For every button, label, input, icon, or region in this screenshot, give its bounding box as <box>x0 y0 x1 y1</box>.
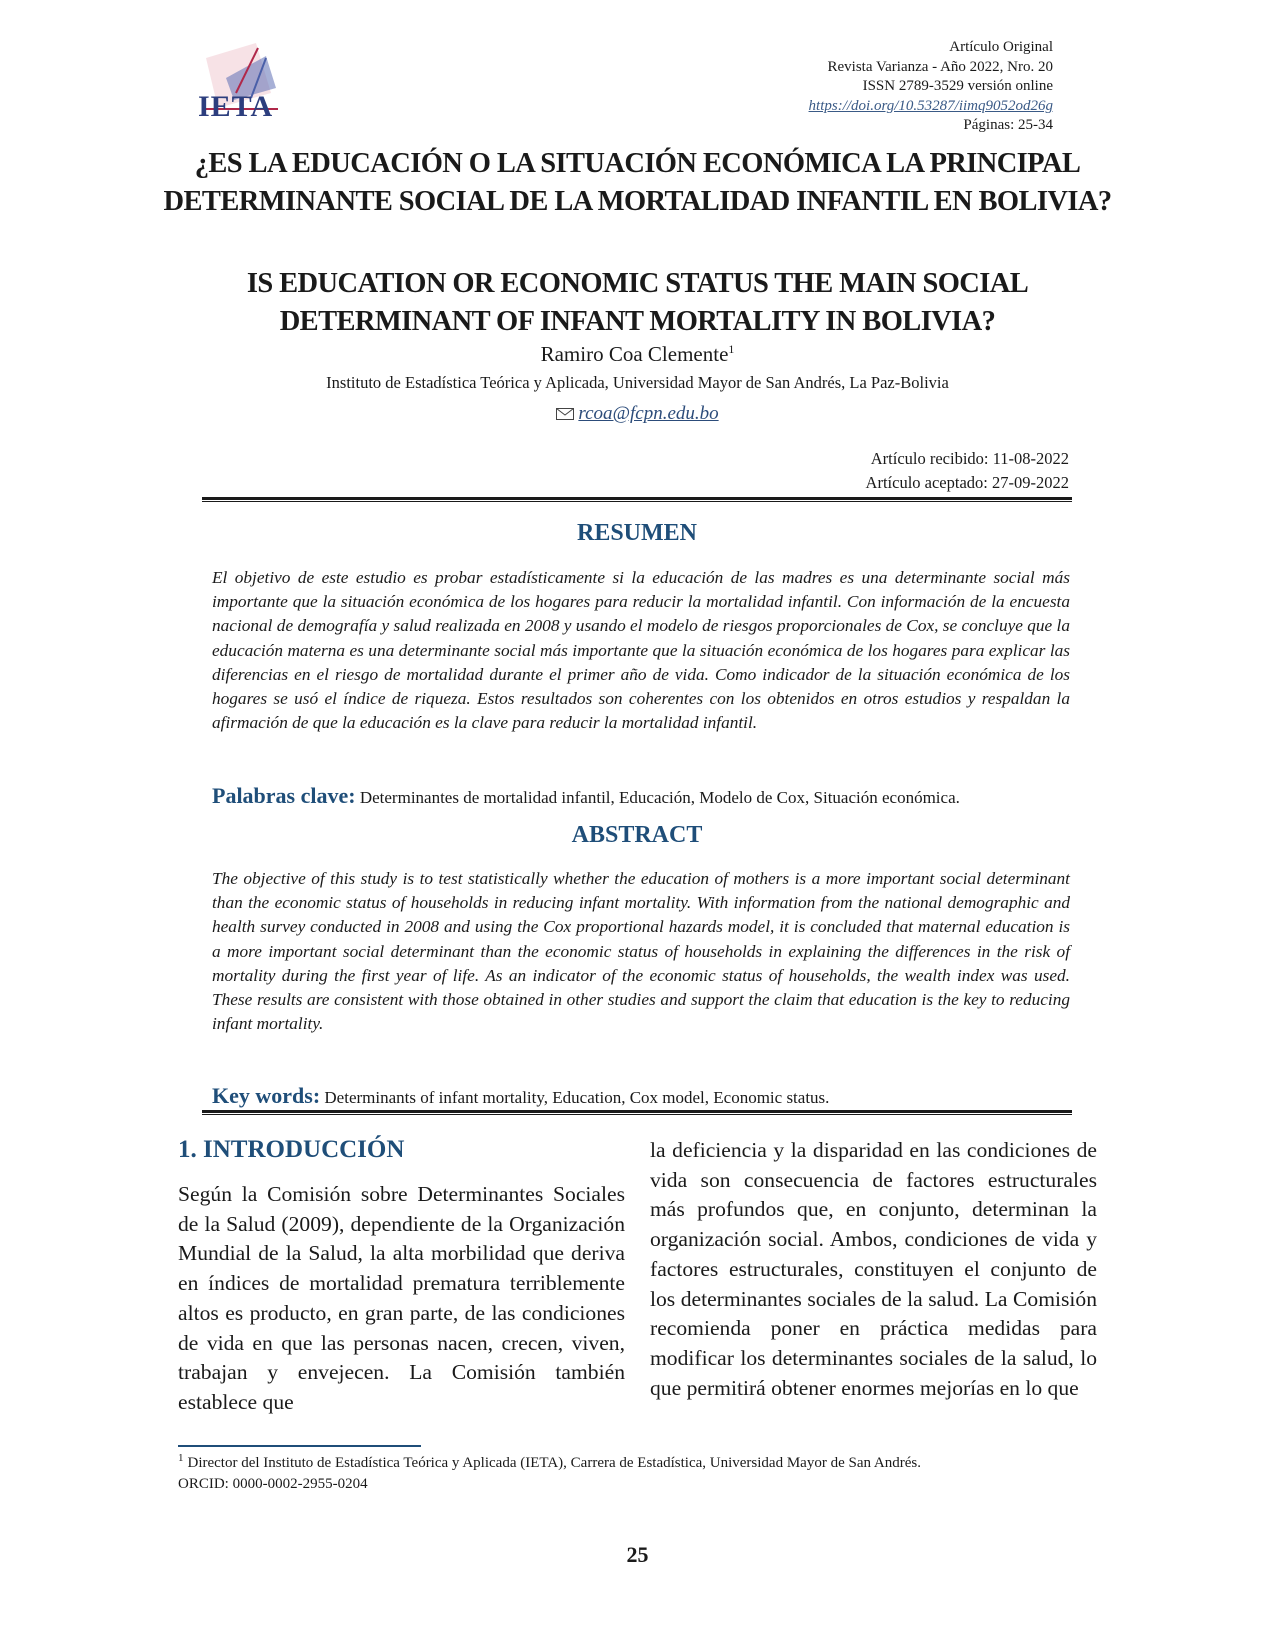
email-line <box>160 403 1115 425</box>
keywords-label: Key words: <box>212 1083 321 1108</box>
abstract-text: The objective of this study is to test statistically whether the education of mothers is a more important social determinant than the economic status of households in reducing infant mortality. With information from the national demographic and health survey conducted in 2008 and using the Cox proportional hazards model, it is concluded that maternal education is a more important social determinant than the economic status of households in explaining the differences in the risk of mortality during the first year of life. As an indicator of the economic status of households, the wealth index was used. These results are consistent with those obtained in other studies and support the claim that education is the key to reducing infant mortality. <box>212 869 1070 1034</box>
title-spanish: ¿ES LA EDUCACIÓN O LA SITUACIÓN ECONÓMICA LA PRINCIPAL DETERMINANTE SOCIAL DE LA MORTALIDAD INFANTIL EN BOLIVIA? <box>163 148 1112 217</box>
article-dates <box>866 447 1069 495</box>
date-received: Artículo recibido: 11-08-2022 <box>870 449 1069 468</box>
title-english: IS EDUCATION OR ECONOMIC STATUS THE MAIN SOCIAL DETERMINANT OF INFANT MORTALITY IN BOLIVIA? <box>246 268 1029 337</box>
resumen-heading: RESUMEN <box>576 520 697 546</box>
abstract-heading: ABSTRACT <box>571 822 703 848</box>
journal-issue: Revista Varianza - Año 2022, Nro. 20 <box>827 58 1053 75</box>
article-metadata <box>809 38 1053 136</box>
email-link[interactable]: rcoa@fcpn.edu.bo <box>578 403 719 424</box>
keywords-english <box>212 1083 1082 1109</box>
keywords-label: Palabras clave: <box>212 783 356 808</box>
doi-link[interactable]: https://doi.org/10.53287/iimq9052od26g <box>808 97 1053 114</box>
journal-logo <box>196 38 286 138</box>
intro-heading: 1. INTRODUCCIÓN <box>178 1136 405 1163</box>
intro-column-right: la deficiencia y la disparidad en las condiciones de vida son consecuencia de factores estructurales más profundos que, en conjunto, determinan la organización social. Ambos, condiciones de vida y factores estructurales, constituyen el conjunto de los determinantes sociales de la salud. La Comisión recomienda poner en práctica medidas para modificar los determinantes sociales de la salud, lo que permitirá obtener enormes mejorías en lo que <box>650 1138 1097 1400</box>
author-footnote-mark: 1 <box>728 342 735 356</box>
page-number: 25 <box>626 1542 649 1567</box>
keywords-spanish <box>212 783 1082 809</box>
divider-top <box>202 497 1072 502</box>
author-name: Ramiro Coa Clemente <box>540 342 729 366</box>
orcid: ORCID: 0000-0002-2955-0204 <box>178 1476 368 1492</box>
intro-column-left: Según la Comisión sobre Determinantes Sociales de la Salud (2009), dependiente de la Organización Mundial de la Salud, la alta morbilidad que deriva en índices de mortalidad prematura terriblemente altos es producto, en gran parte, de las condiciones de vida en que las personas nacen, crecen, viven, trabajan y envejecen. La Comisión también establece que <box>178 1182 625 1414</box>
keywords-value: Determinantes de mortalidad infantil, Educación, Modelo de Cox, Situación económica. <box>359 788 960 807</box>
envelope-icon <box>556 408 574 420</box>
resumen-text: El objetivo de este estudio es probar estadísticamente si la educación de las madres es una determinante social más importante que la situación económica de los hogares para reducir la mortalidad infantil. Con información de la encuesta nacional de demografía y salud realizada en 2008 y usando el modelo de riesgos proporcionales de Cox, se concluye que la educación materna es una determinante social más importante que la situación económica de los hogares para explicar las diferencias en el riesgo de mortalidad durante el primer año de vida. Como indicador de la situación económica de los hogares se usó el índice de riqueza. Estos resultados son coherentes con los obtenidos en otros estudios y respaldan la afirmación de que la educación es la clave para reducir la mortalidad infantil. <box>212 568 1070 733</box>
page-range: Páginas: 25-34 <box>963 117 1053 133</box>
logo-text: IETA <box>198 90 274 123</box>
footnote <box>178 1448 1108 1495</box>
footnote-mark: 1 <box>178 1452 184 1464</box>
date-accepted: Artículo aceptado: 27-09-2022 <box>865 473 1069 492</box>
divider-bottom <box>202 1110 1072 1115</box>
affiliation: Instituto de Estadística Teórica y Aplicada, Universidad Mayor de San Andrés, La Paz-Bolivia <box>326 373 949 392</box>
footnote-rule <box>178 1445 421 1447</box>
keywords-value: Determinants of infant mortality, Education, Cox model, Economic status. <box>324 1088 830 1107</box>
author <box>160 342 1115 367</box>
article-type: Artículo Original <box>949 39 1053 55</box>
footnote-text: Director del Instituto de Estadística Teórica y Aplicada (IETA), Carrera de Estadística, Universidad Mayor de San Andrés. <box>187 1455 921 1471</box>
issn: ISSN 2789-3529 versión online <box>862 78 1053 94</box>
